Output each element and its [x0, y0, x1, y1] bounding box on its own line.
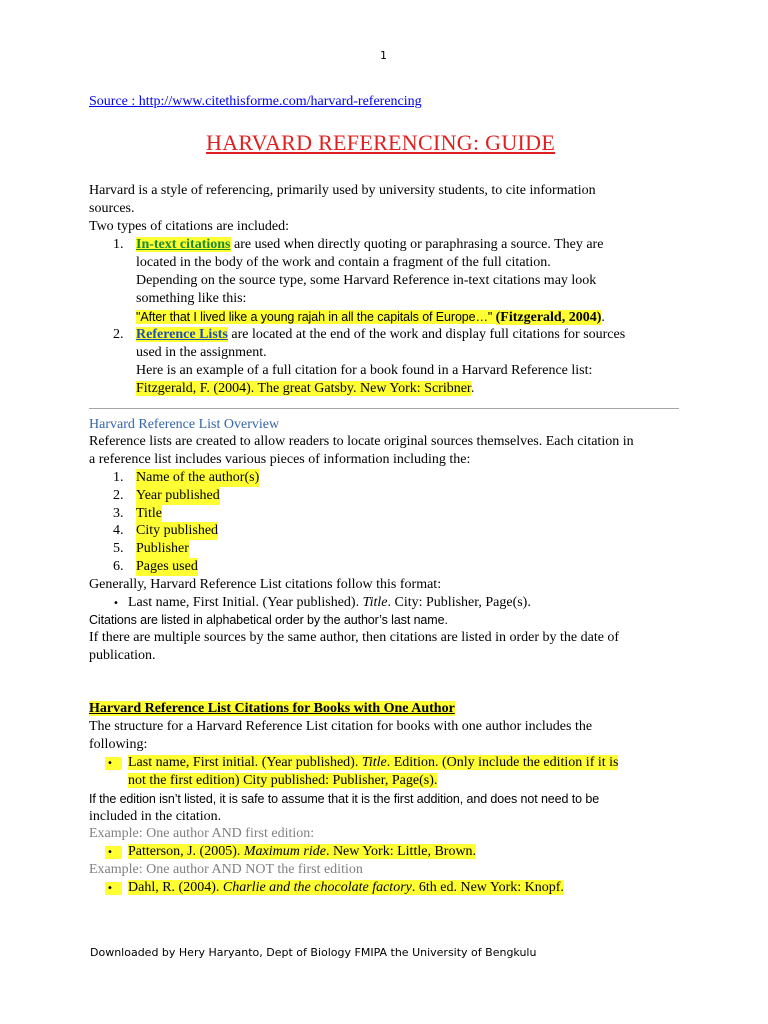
example-2-label: Example: One author AND NOT the first edition: [89, 862, 363, 877]
edition-note-2: included in the citation.: [89, 809, 222, 824]
structure-line-2: [128, 772, 437, 790]
overview-heading: Harvard Reference List Overview: [89, 417, 280, 432]
bullet-icon: •: [105, 846, 122, 859]
intro-line-1: Harvard is a style of referencing, primarily used by university students, to cite information: [89, 183, 596, 198]
example-2-line: [128, 879, 564, 897]
bullet-icon: •: [105, 757, 122, 770]
edition-note-1: If the edition isn’t listed, it is safe to assume that it is the first addition, and does not need to be: [89, 792, 600, 806]
overview-line-2: a reference list includes various pieces of information including the:: [89, 452, 471, 467]
example-1-title: Maximum ride: [243, 844, 326, 859]
format-text-b: . City: Publisher, Page(s).: [387, 595, 531, 610]
format-text-a: Last name, First Initial. (Year published).: [128, 595, 363, 610]
example-2-bullet: [105, 879, 122, 898]
books-heading-text: Harvard Reference List Citations for Books with One Author: [89, 701, 455, 716]
overview-item-text: Year published: [136, 488, 220, 503]
books-line-2: following:: [89, 737, 148, 752]
bullet-icon: •: [113, 598, 119, 609]
books-line-1: The structure for a Harvard Reference List citation for books with one author includes the: [89, 719, 593, 734]
item2-line-1-rest: are located at the end of the work and display full citations for sources: [227, 327, 626, 342]
overview-item-1: [113, 469, 260, 487]
in-text-citations-term: In-text citations: [136, 237, 231, 252]
overview-item-number: 5.: [113, 541, 124, 556]
overview-item-number: 4.: [113, 523, 124, 538]
example-1-label: Example: One author AND first edition:: [89, 826, 315, 841]
item2-line-1: [136, 326, 625, 344]
item1-line-1: [136, 236, 603, 254]
overview-item-6: [113, 558, 198, 576]
overview-item-number: 2.: [113, 488, 124, 503]
structure-text-c: not the first edition) City published: Publisher, Page(s).: [128, 773, 438, 788]
page-number: 1: [380, 49, 387, 62]
quote-text: "After that I lived like a young rajah in all the capitals of Europe…": [136, 310, 496, 324]
gatsby-citation: Fitzgerald, F. (2004). The great Gatsby. New York: Scribner: [136, 381, 471, 396]
example-1-text-b: . New York: Little, Brown.: [325, 844, 477, 859]
example-2-text-a: Dahl, R. (2004).: [128, 880, 223, 895]
structure-bullet: [105, 754, 122, 773]
multiple-sources-line-1: If there are multiple sources by the same author, then citations are listed in order by the date of: [89, 630, 620, 645]
example-1-bullet: [105, 843, 122, 862]
structure-title: Title: [361, 755, 387, 770]
overview-item-text: Publisher: [136, 541, 189, 556]
overview-item-4: [113, 522, 219, 540]
format-intro: Generally, Harvard Reference List citations follow this format:: [89, 577, 442, 592]
item1-line-4: something like this:: [136, 291, 247, 306]
overview-item-3: [113, 505, 162, 523]
overview-item-text: City published: [136, 523, 219, 538]
format-line: [128, 594, 531, 612]
list-number-1: 1.: [113, 237, 124, 252]
example-2-title: Charlie and the chocolate factory: [222, 880, 412, 895]
gatsby-example: [136, 380, 474, 398]
overview-item-text: Name of the author(s): [136, 470, 260, 485]
overview-line-1: Reference lists are created to allow readers to locate original sources themselves. Each citation in: [89, 434, 634, 449]
structure-text-a: Last name, First initial. (Year published).: [128, 755, 362, 770]
overview-item-number: 6.: [113, 559, 124, 574]
intro-line-3: Two types of citations are included:: [89, 219, 290, 234]
overview-item-5: [113, 540, 189, 558]
gatsby-end: .: [470, 381, 475, 396]
overview-item-text: Pages used: [136, 559, 198, 574]
download-footer: Downloaded by Hery Haryanto, Dept of Biology FMIPA the University of Bengkulu: [90, 946, 537, 959]
list-number-2: 2.: [113, 327, 124, 342]
bullet-icon: •: [105, 882, 122, 895]
section-divider: [89, 408, 679, 409]
overview-item-2: [113, 487, 220, 505]
quote-end: .: [601, 310, 605, 325]
example-2-text-b: . 6th ed. New York: Knopf.: [411, 880, 564, 895]
source-link[interactable]: http://www.citethisforme.com/harvard-referencing: [138, 94, 422, 109]
alphabetical-note: Citations are listed in alphabetical order by the author’s last name.: [89, 613, 448, 627]
source-label: Source :: [89, 94, 139, 109]
multiple-sources-line-2: publication.: [89, 648, 156, 663]
example-1-text-a: Patterson, J. (2005).: [128, 844, 244, 859]
books-heading: [89, 700, 455, 718]
format-title: Title: [362, 595, 388, 610]
item1-line-2: located in the body of the work and contain a fragment of the full citation.: [136, 255, 551, 270]
item2-line-2: used in the assignment.: [136, 345, 267, 360]
example-1-line: [128, 843, 476, 861]
page-title: HARVARD REFERENCING: GUIDE: [206, 130, 556, 155]
overview-item-number: 1.: [113, 470, 124, 485]
quote-line: [136, 308, 605, 327]
reference-lists-term: Reference Lists: [136, 327, 228, 342]
structure-line-1: [128, 754, 618, 772]
overview-item-text: Title: [136, 506, 162, 521]
item1-line-1-rest: are used when directly quoting or paraphrasing a source. They are: [230, 237, 604, 252]
overview-item-number: 3.: [113, 506, 124, 521]
source-line: [89, 93, 422, 111]
quote-citation: (Fitzgerald, 2004): [495, 310, 602, 325]
intro-line-2: sources.: [89, 201, 135, 216]
item2-line-3: Here is an example of a full citation for a book found in a Harvard Reference list:: [136, 363, 593, 378]
structure-text-b: . Edition. (Only include the edition if it is: [386, 755, 619, 770]
item1-line-3: Depending on the source type, some Harvard Reference in-text citations may look: [136, 273, 597, 288]
